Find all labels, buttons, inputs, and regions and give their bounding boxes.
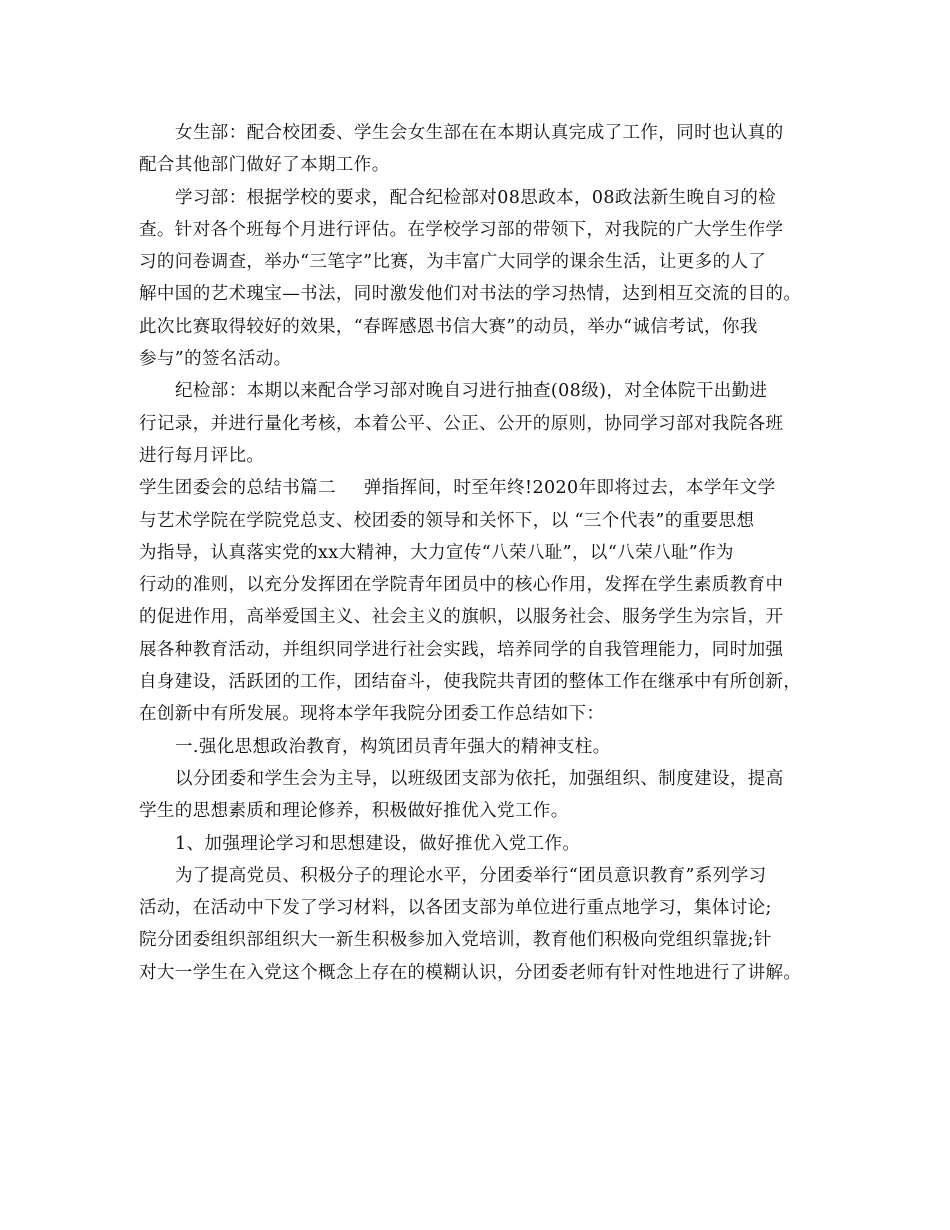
text-line: 习的问卷调查，举办“三笔字”比赛，为丰富广大同学的课余生活，让更多的人了	[139, 252, 767, 273]
text-line: 解中国的艺术瑰宝—书法，同时激发他们对书法的学习热情，达到相互交流的目的。	[139, 284, 802, 305]
subitem-heading: 1、加强理论学习和思想建设，做好推优入党工作。	[175, 833, 581, 854]
text-line: 自身建设，活跃团的工作，团结奋斗，使我院共青团的整体工作在继承中有所创新，	[139, 672, 802, 693]
text-line: 学生的思想素质和理论修养，积极做好推优入党工作。	[139, 801, 569, 822]
text-line: 学习部：根据学校的要求，配合纪检部对08思政本，08政法新生晚自习的检	[175, 187, 777, 208]
text-line: 配合其他部门做好了本期工作。	[139, 155, 390, 176]
text-line: 女生部：配合校团委、学生会女生部在在本期认真完成了工作，同时也认真的	[175, 123, 784, 143]
text-line: 此次比赛取得较好的效果，“春晖感恩书信大赛”的动员，举办“诚信考试，你我	[139, 316, 758, 337]
paragraph-jijian	[139, 375, 830, 472]
text-line: 行动的准则，以充分发挥团在学院青年团员中的核心作用，发挥在学生素质教育中	[139, 575, 784, 596]
text-line: 与艺术学院在学院党总支、校团委的领导和关怀下，以 “三个代表”的重要思想	[139, 510, 755, 531]
section-two	[139, 472, 830, 989]
text-line: 行记录，并进行量化考核，本着公平、公正、公开的原则，协同学习部对我院各班	[139, 413, 784, 434]
section-first-line-text: 弹指挥间，时至年终!2020年即将过去，本学年文学	[363, 478, 776, 499]
text-line: 纪检部：本期以来配合学习部对晚自习进行抽查(08级)，对全体院干出勤进	[175, 381, 768, 402]
text-line: 对大一学生在入党这个概念上存在的模糊认识，分团委老师有针对性地进行了讲解。	[139, 962, 802, 983]
section-title-line	[139, 472, 830, 504]
text-line: 以分团委和学生会为主导，以班级团支部为依托，加强组织、制度建设，提高	[175, 768, 784, 789]
item-heading: 一.强化思想政治教育，构筑团员青年强大的精神支柱。	[175, 736, 611, 757]
text-line: 参与”的签名活动。	[139, 349, 292, 370]
text-line: 展各种教育活动，并组织同学进行社会实践，培养同学的自我管理能力，同时加强	[139, 639, 784, 660]
text-line: 活动，在活动中下发了学习材料，以各团支部为单位进行重点地学习，集体讨论;	[139, 898, 772, 919]
paragraph-xuexi	[139, 182, 830, 376]
section-title: 学生团委会的总结书篇二	[139, 478, 336, 499]
text-line: 为指导，认真落实党的xx大精神，大力宣传“八荣八耻”，以“八荣八耻”作为	[139, 542, 734, 563]
text-line: 查。针对各个班每个月进行评估。在学校学习部的带领下，对我院的广大学生作学	[139, 219, 784, 240]
text-line: 为了提高党员、积极分子的理论水平，分团委举行“团员意识教育”系列学习	[175, 865, 767, 886]
text-line: 进行每月评比。	[139, 445, 265, 466]
paragraph-nvsheng	[139, 117, 830, 182]
text-line: 院分团委组织部组织大一新生积极参加入党培训，教育他们积极向党组织靠拢;针	[139, 930, 772, 951]
text-line: 的促进作用，高举爱国主义、社会主义的旗帜，以服务社会、服务学生为宗旨，开	[139, 607, 784, 628]
text-line: 在创新中有所发展。现将本学年我院分团委工作总结如下：	[139, 704, 605, 725]
